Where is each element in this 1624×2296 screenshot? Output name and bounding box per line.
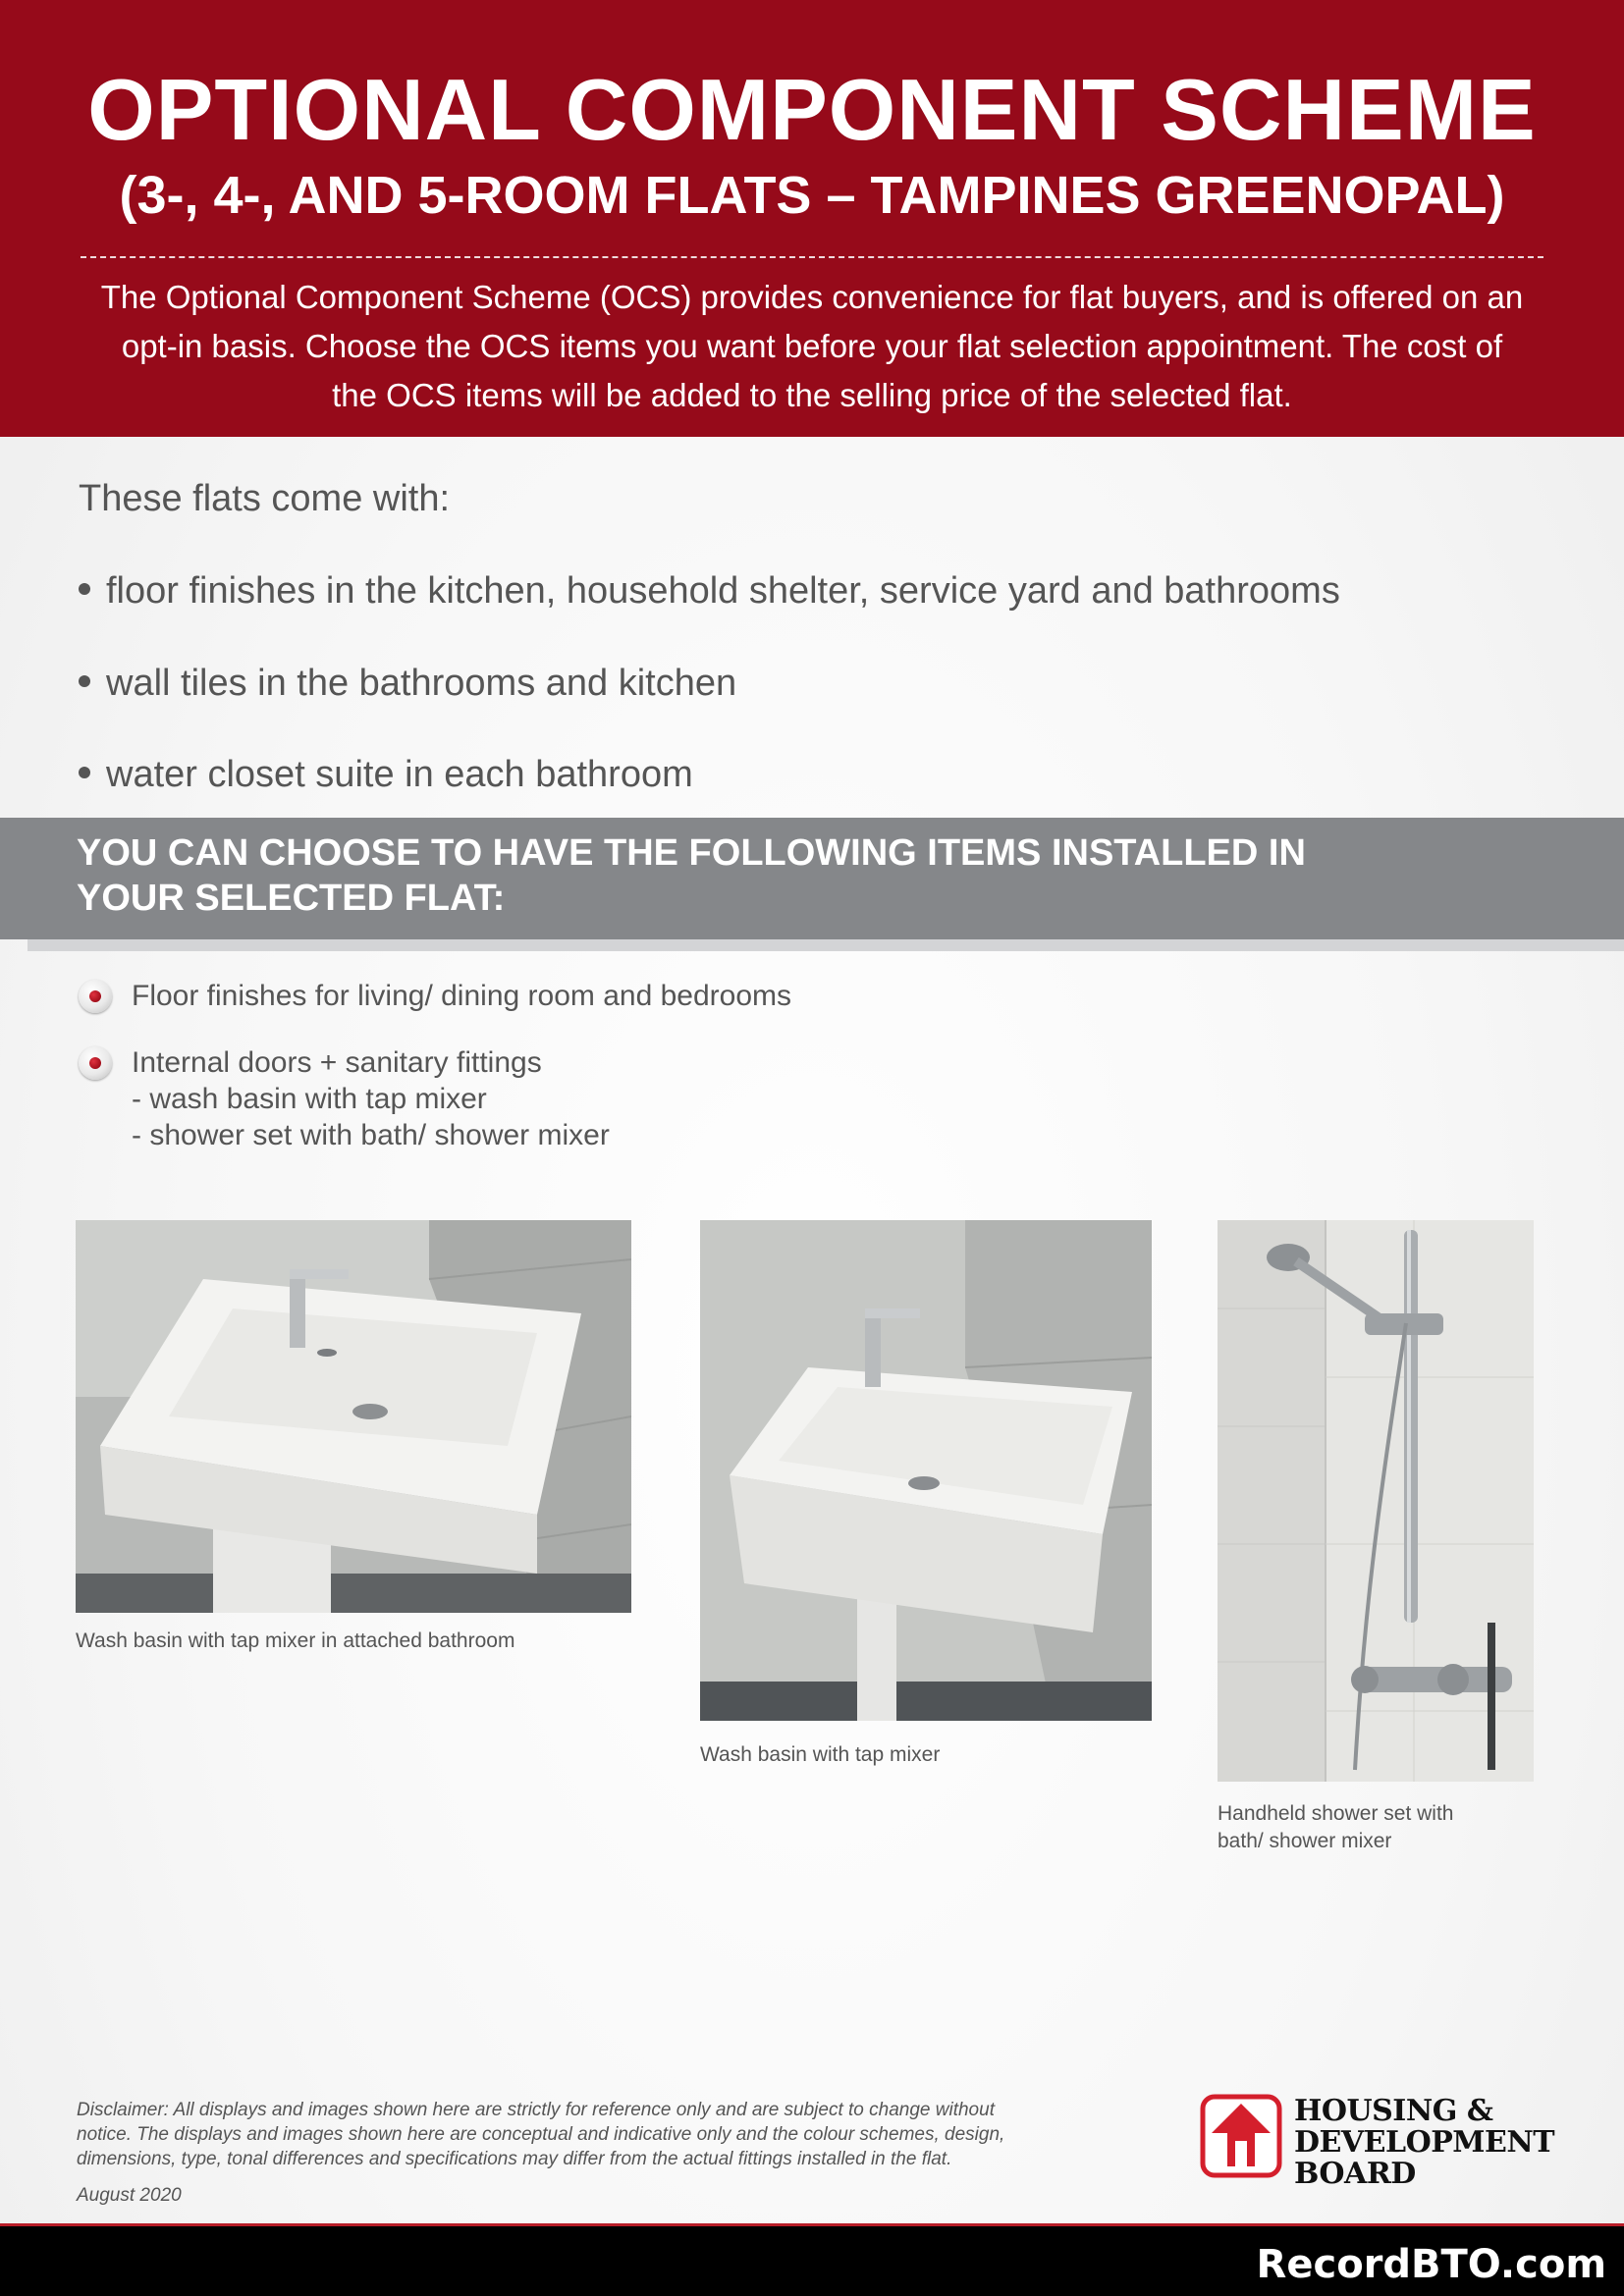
included-item: water closet suite in each bathroom — [79, 747, 693, 802]
radio-bullet-icon — [79, 1046, 112, 1080]
included-item: wall tiles in the bathrooms and kitchen — [79, 656, 736, 711]
shower-set-photo — [1218, 1220, 1534, 1782]
hdb-logo-icon — [1200, 2094, 1282, 2183]
options-heading: YOU CAN CHOOSE TO HAVE THE FOLLOWING ITEMS INSTALLED IN YOUR SELECTED FLAT: — [77, 832, 1306, 919]
band-underline — [27, 939, 1624, 951]
intro-paragraph — [79, 273, 1545, 420]
option-sub-item: - wash basin with tap mixer — [132, 1083, 487, 1115]
option-item: Floor finishes for living/ dining room and bedrooms — [132, 980, 791, 1012]
dashed-divider — [81, 256, 1543, 258]
photo-caption: Wash basin with tap mixer — [700, 1743, 941, 1766]
publication-date: August 2020 — [77, 2185, 182, 2206]
option-item: Internal doors + sanitary fittings - wash basin with tap mixer - shower set with bath/ shower mixer — [132, 1046, 610, 1151]
intro-line: opt-in basis. Choose the OCS items you want before your flat selection appointment. The cost of — [121, 328, 1503, 364]
bullet-icon — [79, 583, 90, 595]
wash-basin-photo — [700, 1220, 1152, 1721]
intro-line: the OCS items will be added to the selling price of the selected flat. — [332, 377, 1292, 413]
included-heading: These flats come with: — [79, 478, 451, 519]
page-title: OPTIONAL COMPONENT SCHEME — [87, 61, 1537, 158]
photo-caption: Handheld shower set with bath/ shower mixer — [1218, 1802, 1454, 1852]
wash-basin-photo — [76, 1220, 631, 1613]
hdb-logo-text: HOUSING & DEVELOPMENT BOARD — [1294, 2094, 1555, 2191]
photo-caption: Wash basin with tap mixer in attached bathroom — [76, 1629, 515, 1652]
bullet-icon — [79, 675, 90, 687]
included-item: floor finishes in the kitchen, household shelter, service yard and bathrooms — [79, 563, 1340, 618]
option-sub-item: - shower set with bath/ shower mixer — [132, 1119, 610, 1151]
disclaimer: Disclaimer: All displays and images shown here are strictly for reference only and are subject to change without notice. The displays and images shown here are conceptual and indicative only and the colour schemes, design, dimensions, type, tonal differences and specifications may differ from the actual fittings installed in the flat. — [77, 2100, 1005, 2169]
watermark-text: RecordBTO.com — [1256, 2242, 1606, 2287]
intro-line: The Optional Component Scheme (OCS) provides convenience for flat buyers, and is offered on an — [100, 279, 1524, 315]
bullet-icon — [79, 767, 90, 778]
header-banner — [0, 0, 1624, 437]
page-subtitle: (3-, 4-, AND 5-ROOM FLATS – TAMPINES GREENOPAL) — [119, 166, 1505, 225]
radio-bullet-icon — [79, 980, 112, 1013]
